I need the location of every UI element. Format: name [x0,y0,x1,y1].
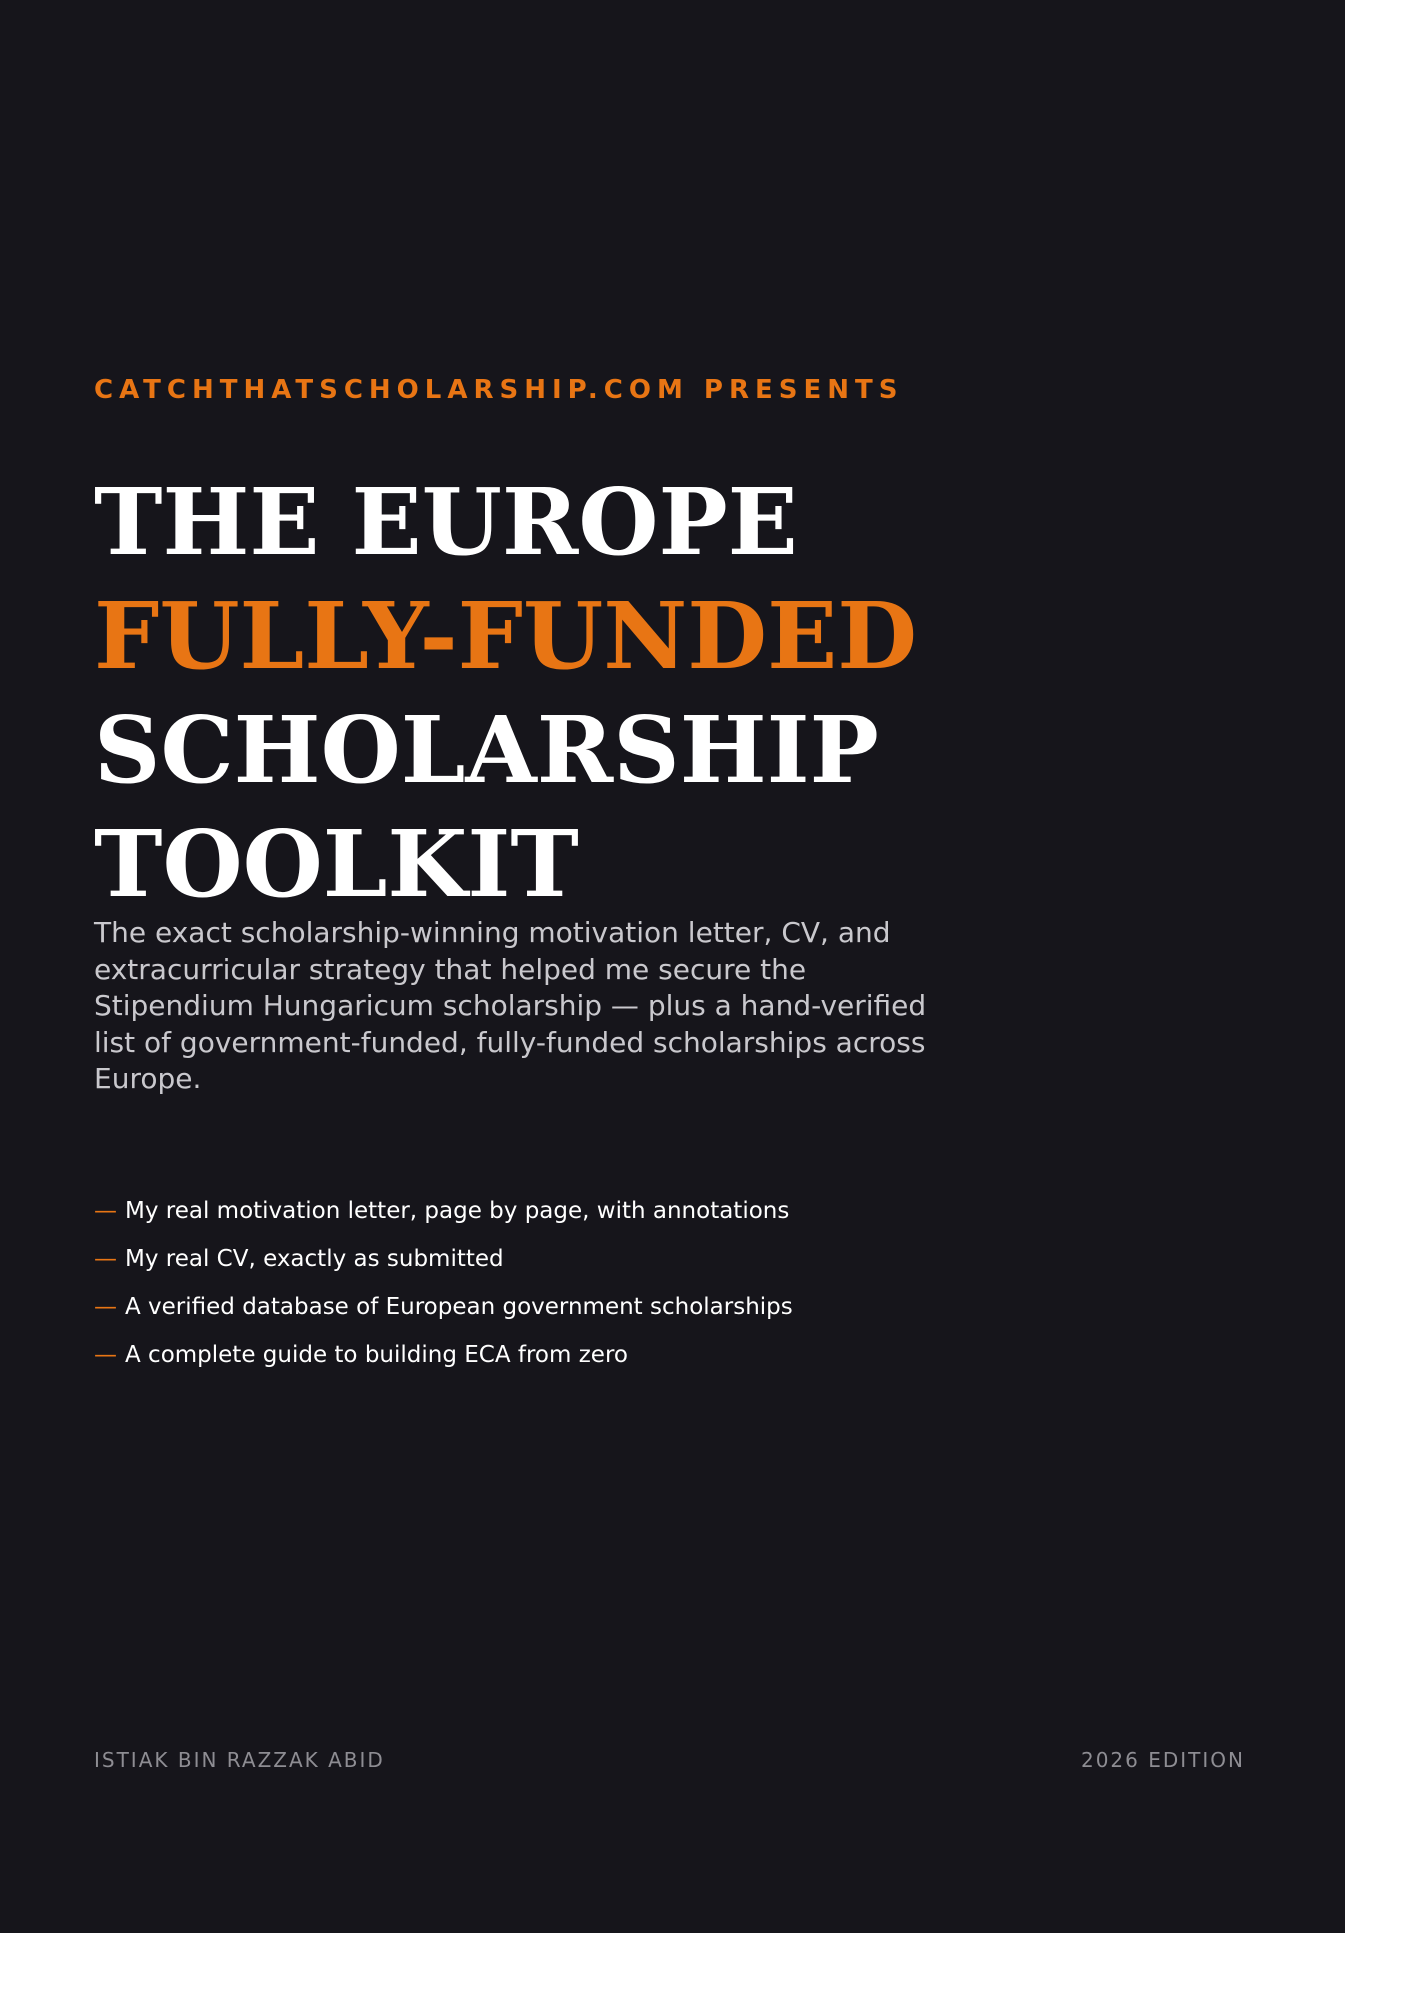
edition-label: 2026 EDITION [1080,1748,1245,1772]
feature-text: My real CV, exactly as submitted [125,1246,504,1272]
feature-item [94,1337,793,1385]
feature-item [94,1241,793,1289]
title-line-4: TOOLKIT [94,810,579,918]
cover-description: The exact scholarship-winning motivation letter, CV, and extracurricular strategy that helped me secure the Stipendium Hungaricum scholarship — plus a hand-verified list of government-funded, fully-funded scholarships across Europe. [94,916,927,1095]
em-dash-bullet: — [94,1246,117,1272]
cover-title [94,465,917,921]
feature-text: A complete guide to building ECA from zero [125,1342,628,1368]
feature-item [94,1193,793,1241]
title-line-2-accent: FULLY-FUNDED [94,582,917,690]
feature-list [94,1193,793,1385]
em-dash-bullet: — [94,1198,117,1224]
publisher-eyebrow: CATCHTHATSCHOLARSHIP.COM PRESENTS [94,375,904,405]
feature-text: A verified database of European government scholarships [125,1294,793,1320]
title-line-3: SCHOLARSHIP [94,696,879,804]
em-dash-bullet: — [94,1342,117,1368]
em-dash-bullet: — [94,1294,117,1320]
title-line-1: THE EUROPE [94,468,798,576]
author-name: ISTIAK BIN RAZZAK ABID [94,1748,385,1772]
feature-item [94,1289,793,1337]
feature-text: My real motivation letter, page by page, with annotations [125,1198,790,1224]
